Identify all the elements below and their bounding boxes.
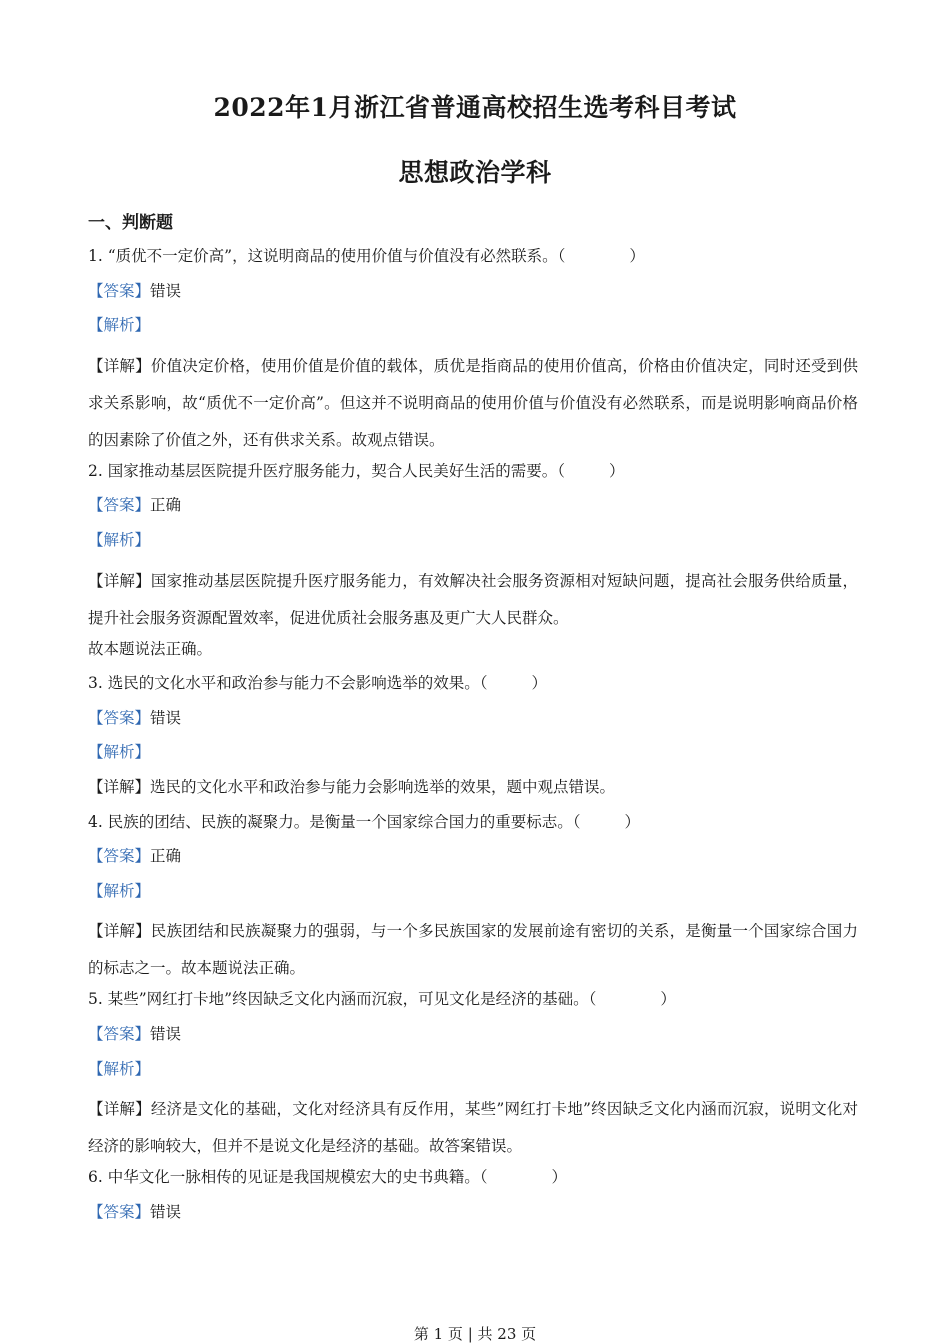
analysis-tag: 【解析】 [88, 881, 151, 900]
blank-open: （ [588, 990, 597, 1009]
question-stem [88, 810, 858, 845]
answer-value: 错误 [150, 1024, 182, 1043]
question-text: 1. “质优不一定价高”，这说明商品的使用价值与价值没有必然联系。 [88, 247, 558, 265]
blank-close: ） [531, 674, 547, 693]
analysis-tag: 【解析】 [88, 743, 151, 762]
detail-tag: 【详解】 [88, 1100, 151, 1119]
blank-open: （ [479, 1168, 488, 1187]
blank-open: （ [572, 812, 581, 831]
answer-tag: 【答案】 [88, 708, 151, 727]
answer-row [88, 493, 858, 528]
detail-text: 民族团结和民族凝聚力的强弱，与一个多民族国家的发展前途有密切的关系，是衡量一个国家综合国力的标志之一。故本题说法正确。 [88, 922, 858, 978]
answer-row [88, 1200, 858, 1235]
analysis-row [88, 313, 858, 348]
question-text: 6. 中华文化一脉相传的见证是我国规模宏大的史书典籍。 [88, 1168, 480, 1187]
page-footer: 第 1 页 | 共 23 页 [413, 1325, 537, 1343]
detail-text: 国家推动基层医院提升医疗服务能力，有效解决社会服务资源相对短缺问题，提高社会服务供给质量，提升社会服务资源配置效率，促进优质社会服务惠及更广大人民群众。 [88, 571, 858, 627]
detail-text: 选民的文化水平和政治参与能力会影响选举的效果，题中观点错误。 [150, 777, 616, 796]
analysis-tag: 【解析】 [88, 530, 151, 549]
answer-tag: 【答案】 [88, 1202, 151, 1221]
analysis-row [88, 879, 858, 914]
question-stem [88, 244, 858, 279]
detail-tag: 【详解】 [88, 922, 151, 941]
analysis-tag: 【解析】 [88, 316, 151, 335]
analysis-row [88, 740, 858, 775]
answer-row [88, 706, 858, 741]
detail-paragraph [88, 563, 858, 637]
blank-open: （ [557, 461, 565, 480]
question-stem [88, 987, 858, 1022]
conclusion-row [88, 637, 858, 672]
analysis-row [88, 1057, 858, 1092]
question-stem [88, 1165, 858, 1200]
answer-row [88, 1022, 858, 1057]
answer-value: 正确 [150, 847, 182, 866]
detail-paragraph [88, 348, 858, 459]
blank-close: ） [629, 247, 645, 265]
question-text: 4. 民族的团结、民族的凝聚力。是衡量一个国家综合国力的重要标志。 [88, 812, 573, 831]
answer-row [88, 844, 858, 879]
detail-tag: 【详解】 [88, 356, 151, 375]
detail-paragraph [88, 913, 858, 987]
question-list [88, 244, 858, 1234]
answer-value: 正确 [150, 496, 182, 515]
detail-tag: 【详解】 [88, 571, 151, 590]
answer-tag: 【答案】 [88, 1024, 151, 1043]
blank-open: （ [479, 674, 488, 693]
answer-tag: 【答案】 [88, 847, 151, 866]
detail-tag: 【详解】 [88, 777, 151, 796]
blank-close: ） [608, 461, 625, 480]
section-heading: 一、判断题 [88, 213, 173, 233]
answer-row [88, 279, 858, 314]
question-stem [88, 459, 858, 494]
blank-open: （ [557, 247, 566, 265]
detail-paragraph [88, 775, 858, 810]
blank-close: ） [551, 1168, 567, 1187]
answer-value: 错误 [150, 1202, 182, 1221]
question-text: 5. 某些”网红打卡地”终因缺乏文化内涵而沉寂，可见文化是经济的基础。 [88, 990, 589, 1009]
question-text: 2. 国家推动基层医院提升医疗服务能力，契合人民美好生活的需要。 [88, 461, 558, 480]
answer-tag: 【答案】 [88, 281, 151, 300]
detail-text: 经济是文化的基础，文化对经济具有反作用，某些”网红打卡地”终因缺乏文化内涵而沉寂，说明文化对经济的影响较大，但并不是说文化是经济的基础。故答案错误。 [88, 1100, 858, 1156]
document-title: 2022年1月浙江省普通高校招生选考科目考试 [213, 93, 737, 122]
question-text: 3. 选民的文化水平和政治参与能力不会影响选举的效果。 [88, 674, 480, 693]
detail-paragraph [88, 1091, 858, 1165]
answer-value: 错误 [150, 281, 182, 300]
conclusion-text: 故本题说法正确。 [88, 639, 213, 658]
blank-close: ） [660, 990, 676, 1009]
document-subtitle: 思想政治学科 [398, 158, 552, 187]
answer-value: 错误 [150, 708, 182, 727]
analysis-tag: 【解析】 [88, 1059, 151, 1078]
question-stem [88, 671, 858, 706]
detail-text: 价值决定价格，使用价值是价值的载体，质优是指商品的使用价值高，价格由价值决定，同时还受到供求关系影响，故“质优不一定价高”。但这并不说明商品的使用价值与价值没有必然联系，而是说明影响商品价格的因素除了价值之外，还有供求关系。故观点错误。 [88, 356, 858, 449]
blank-close: ） [624, 812, 640, 831]
answer-tag: 【答案】 [88, 496, 151, 515]
analysis-row [88, 528, 858, 563]
